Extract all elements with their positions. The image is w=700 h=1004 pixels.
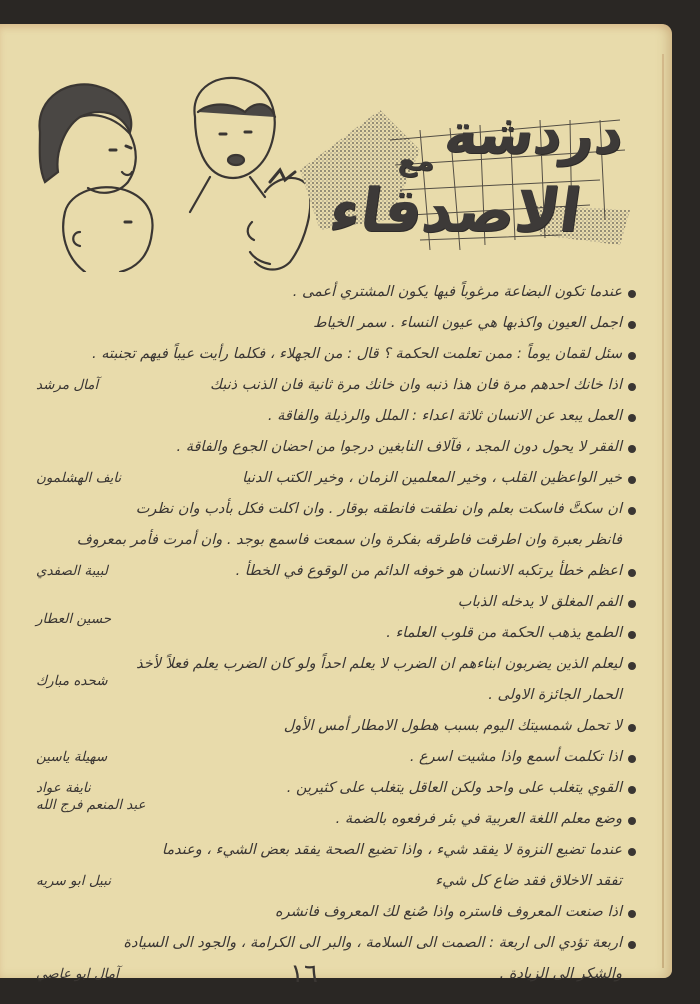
title-line-1: دردشة [440,102,629,167]
list-item-continuation [36,526,636,557]
contributor-signature: حسين العطار [36,611,112,627]
saying-text-continuation: تفقد الاخلاق فقد ضاع كل شيء [435,873,622,889]
list-item-continuation [36,960,636,991]
list-item [36,340,636,371]
bullet-icon [628,321,636,329]
contributor-signature: لبيبة الصفدي [36,563,108,579]
contributor-signature: نايفة عواد [36,780,91,796]
bullet-icon [628,507,636,515]
list-item-continuation [36,867,636,898]
contributor-signature: عبد المنعم فرج الله [36,797,146,813]
bullet-icon [628,817,636,825]
list-item [36,588,636,619]
saying-text: لا تحمل شمسيتك اليوم بسبب هطول الامطار أمس الأول [283,718,622,734]
list-item [36,371,636,402]
bullet-icon [628,631,636,639]
saying-text: ان سكتَّ فاسكت بعلم وان نطقت فانطقه بوقار . وان اكلت فكل بأدب وان نظرت [135,501,622,517]
saying-text: الفقر لا يحول دون المجد ، فآلاف النابغين درجوا من احضان الجوع والفاقة . [176,439,622,455]
contributor-signature: شحده مبارك [36,673,108,689]
list-item [36,836,636,867]
saying-text: عندما تكون البضاعة مرغوباً فيها يكون المشتري أعمى . [292,284,622,300]
bullet-icon [628,414,636,422]
bullet-icon [628,476,636,484]
saying-text: ليعلم الذين يضربون ابناءهم ان الضرب لا يعلم احداً ولو كان الضرب يعلم فعلاً لأخذ [136,656,622,672]
saying-text: اذا صنعت المعروف فاستره واذا صُنع لك المعروف فانشره [275,904,622,920]
list-item [36,433,636,464]
saying-text: الطمع يذهب الحكمة من قلوب العلماء . [386,625,622,641]
saying-text-continuation: فانظر بعبرة وان اطرقت فاطرقه بفكرة وان سمعت فاسمع بوجد . وان أمرت فأمر بمعروف [76,532,622,548]
saying-text-continuation: الحمار الجائزة الاولى . [488,687,622,703]
sayings-list [36,278,636,991]
saying-text: خير الواعظين القلب ، وخير المعلمين الزمان ، وخير الكتب الدنيا [242,470,622,486]
title-connector: مع [397,144,434,177]
saying-text: اذا تكلمت أسمع واذا مشيت اسرع . [409,749,622,765]
list-item [36,495,636,526]
contributor-signature: نبيل ابو سريه [36,873,111,889]
bullet-icon [628,445,636,453]
contributor-signature: نايف الهشلمون [36,470,122,486]
saying-text: الفم المغلق لا يدخله الذباب [457,594,622,610]
list-item [36,929,636,960]
contributor-signature: آمال ابو عاصي [36,966,119,982]
list-item [36,557,636,588]
saying-text: وضع معلم اللغة العربية في بئر فرفعوه بالضمة . [335,811,622,827]
saying-text: القوي يتغلب على واحد ولكن العاقل يتغلب على كثيرين . [286,780,622,796]
list-item [276,278,636,309]
bullet-icon [628,786,636,794]
list-item [36,898,636,929]
bullet-icon [628,600,636,608]
saying-text-continuation: والشكر الى الزيادة . [499,966,622,982]
contributor-signature: آمال مرشد [36,377,99,393]
list-item [36,650,636,681]
bullet-icon [628,662,636,670]
list-item [36,402,636,433]
saying-text: اذا خانك احدهم مرة فان هذا ذنبه وان خانك مرة ثانية فان الذنب ذنبك [210,377,622,393]
bullet-icon [628,383,636,391]
list-item-continuation [36,673,636,712]
bullet-icon [628,569,636,577]
bullet-icon [628,290,636,298]
saying-text: العمل يبعد عن الانسان ثلاثة اعداء : الملل والرذيلة والفاقة . [267,408,622,424]
header-illustration [0,24,672,264]
faces-drawing-icon [30,72,310,272]
magazine-page [0,24,672,989]
list-item [36,464,636,495]
list-item [36,611,636,650]
list-item [276,309,636,340]
list-item [36,743,636,774]
list-item [36,712,636,743]
saying-text: اجمل العيون واكذبها هي عيون النساء . سمر الخياط [313,315,622,331]
saying-text: سئل لقمان يوماً : ممن تعلمت الحكمة ؟ قال : من الجهلاء ، فكلما رأيت عيباً فيهم تجنبته . [91,346,622,362]
contributor-signature: سهيلة ياسين [36,749,108,765]
saying-text: اربعة تؤدي الى اربعة : الصمت الى السلامة ، والبر الى الكرامة ، والجود الى السيادة [123,935,622,951]
page-number: ١٦ [290,959,318,989]
bullet-icon [628,352,636,360]
saying-text: اعظم خطأ يرتكبه الانسان هو خوفه الدائم من الوقوع في الخطأ . [235,563,622,579]
title-line-2: الاصدقاء [324,176,585,246]
list-item [36,797,636,836]
bullet-icon [628,755,636,763]
saying-text: عندما تضيع النزوة لا يفقد شيء ، واذا تضيع الصحة يفقد بعض الشيء ، وعندما [161,842,622,858]
bullet-icon [628,910,636,918]
bullet-icon [628,724,636,732]
bullet-icon [628,848,636,856]
bullet-icon [628,941,636,949]
